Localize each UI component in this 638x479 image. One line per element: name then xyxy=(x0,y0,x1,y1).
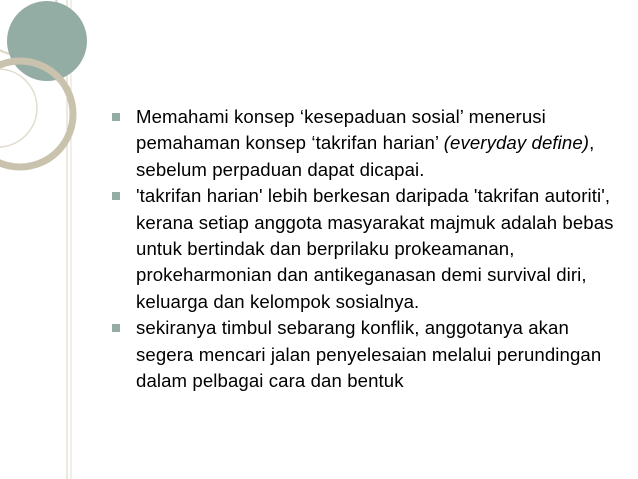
bullet-text-3: sekiranya timbul sebarang konflik, anggotanya akan segera mencari jalan penyelesaian melalui perundingan dalam pelbagai cara dan bentuk xyxy=(136,317,602,392)
thin-ring xyxy=(0,69,37,147)
bullet-item-3 xyxy=(110,315,615,394)
bullet-text-1 xyxy=(136,106,594,180)
bullet-text-1-before: Memahami konsep ‘kesepaduan sosial’ menerusi pemahaman konsep ‘takrifan harian’ xyxy=(136,106,546,154)
bullet-item-1 xyxy=(110,104,615,183)
square-bullet-icon xyxy=(112,324,120,332)
bullet-item-2 xyxy=(110,183,615,315)
square-bullet-icon xyxy=(112,192,120,200)
bullet-list xyxy=(110,104,615,394)
bullet-text-1-after: , sebelum perpaduan dapat dicapai. xyxy=(136,132,595,180)
square-bullet-icon xyxy=(112,113,120,121)
bullet-text-2: 'takrifan harian' lebih berkesan daripada 'takrifan autoriti', kerana setiap anggota masyarakat majmuk adalah bebas untuk bertindak dan berprilaku prokeamanan, prokeharmonian dan antikeganasan demi survival diri, keluarga dan kelompok sosialnya. xyxy=(136,185,614,312)
bullet-text-1-italic: (everyday define) xyxy=(443,132,590,154)
